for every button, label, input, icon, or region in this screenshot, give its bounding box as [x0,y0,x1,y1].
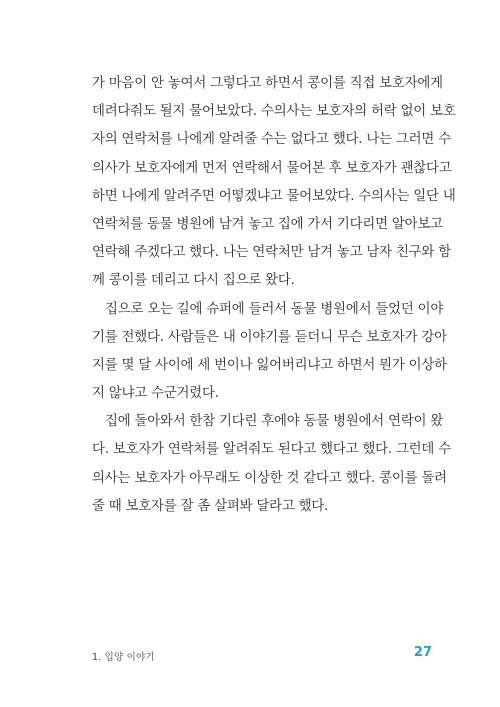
text-line: 의사는 보호자가 아무래도 이상한 것 같다고 했다. 콩이를 돌려 [92,470,447,486]
text-line: 께 콩이를 데리고 다시 집으로 왔다. [92,273,295,289]
text-line: 하면 나에게 알려주면 어떻겠냐고 물어보았다. 수의사는 일단 내 [92,188,456,204]
page-number: 27 [413,645,432,660]
text-line: 집으로 오는 길에 슈퍼에 들러서 동물 병원에서 들었던 이야 [105,301,444,317]
text-line: 다. 보호자가 연락처를 알려줘도 된다고 했다고 했다. 그런데 수 [92,442,451,458]
text-line: 데려다줘도 될지 물어보았다. 수의사는 보호자의 허락 없이 보호 [92,104,456,120]
text-line: 집에 돌아와서 한참 기다린 후에야 동물 병원에서 연락이 왔 [105,414,444,430]
text-line: 자의 연락처를 나에게 알려줄 수는 없다고 했다. 나는 그러면 수 [92,132,451,148]
text-line: 의사가 보호자에게 먼저 연락해서 물어본 후 보호자가 괜찮다고 [92,160,452,176]
text-line: 기를 전했다. 사람들은 내 이야기를 듣더니 무슨 보호자가 강아 [92,329,447,345]
text-line: 연락처를 동물 병원에 남겨 놓고 집에 가서 기다리면 알아보고 [92,216,443,232]
text-line: 줄 때 보호자를 잘 좀 살펴봐 달라고 했다. [92,498,329,514]
text-line: 연락해 주겠다고 했다. 나는 연락처만 남겨 놓고 남자 친구와 함 [92,245,451,261]
text-line: 가 마음이 안 놓여서 그렇다고 하면서 콩이를 직접 보호자에게 [92,76,443,91]
text-line: 지 않냐고 수군거렸다. [92,386,219,402]
body-text [92,70,456,521]
running-footer-section: 1. 입양 이야기 [92,652,155,663]
text-line: 지를 몇 달 사이에 세 번이나 잃어버리냐고 하면서 뭔가 이상하 [92,357,447,373]
